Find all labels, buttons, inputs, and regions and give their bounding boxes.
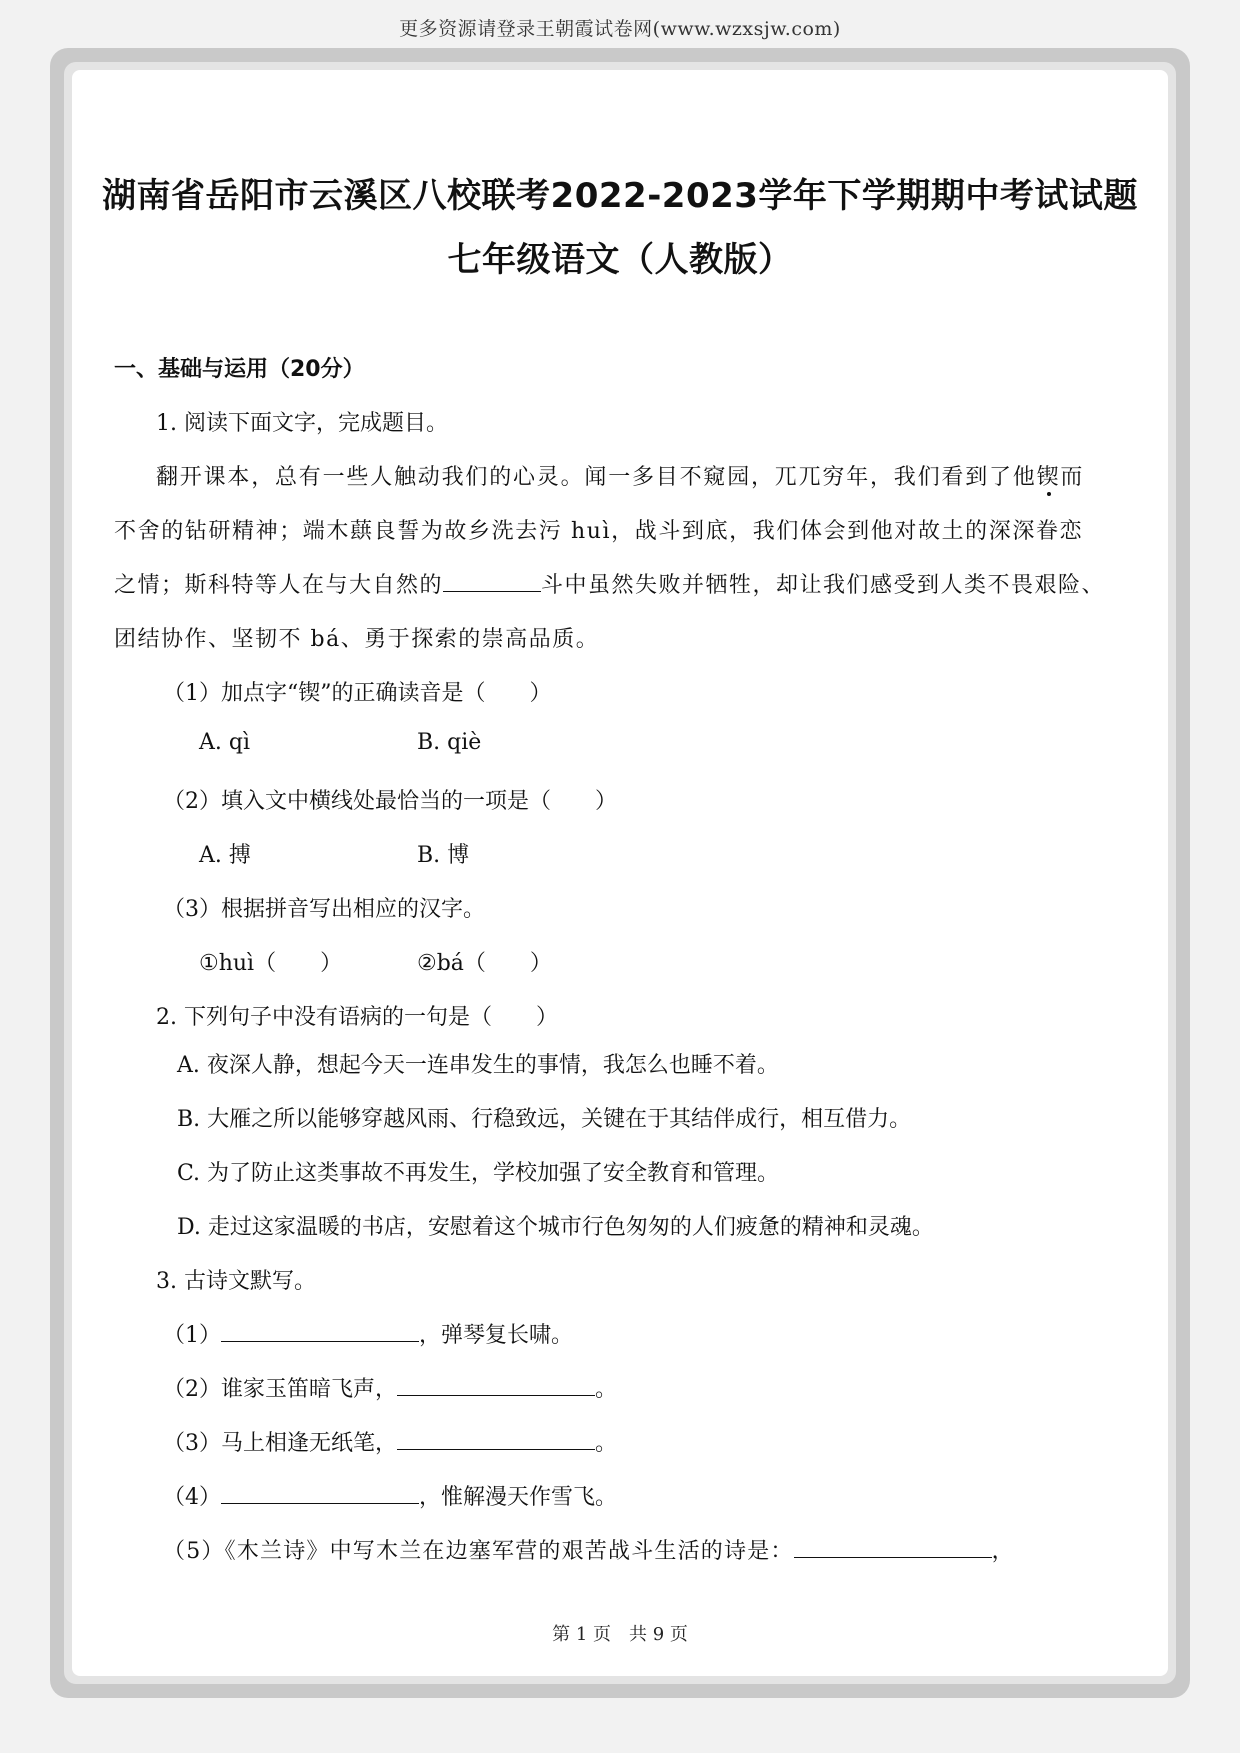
passage-blank[interactable] (443, 571, 541, 592)
answer-blank[interactable] (221, 1321, 419, 1342)
q1-sub3-item-1[interactable]: ①huì（ ） (199, 951, 343, 976)
answer-blank[interactable] (221, 1483, 419, 1504)
q1-sub2-stem: （2）填入文中横线处最恰当的一项是（ ） (163, 789, 617, 814)
q1-sub2-option-a[interactable]: A. 搏 (199, 843, 251, 868)
q2-option-a[interactable]: A. 夜深人静，想起今天一连串发生的事情，我怎么也睡不着。 (177, 1053, 779, 1078)
q1-sub2-option-b[interactable]: B. 博 (417, 843, 470, 868)
answer-blank[interactable] (794, 1537, 992, 1558)
answer-blank[interactable] (397, 1429, 595, 1450)
q2-option-b[interactable]: B. 大雁之所以能够穿越风雨、行稳致远，关键在于其结伴成行，相互借力。 (177, 1107, 912, 1132)
exam-subtitle: 七年级语文（人教版） (447, 240, 793, 280)
q2-stem: 2. 下列句子中没有语病的一句是（ ） (156, 1005, 558, 1030)
q1-sub3-item-2[interactable]: ②bá（ ） (417, 951, 552, 976)
q3-item-1: （1） ，弹琴复长啸。 (163, 1323, 574, 1348)
page-footer: 第 1 页 共 9 页 (552, 1624, 688, 1645)
q3-item-2: （2）谁家玉笛暗飞声， 。 (163, 1377, 618, 1402)
section-heading: 一、基础与运用（20分） (114, 357, 365, 382)
answer-blank[interactable] (397, 1375, 595, 1396)
q1-passage-line-1: 翻开课本，总有一些人触动我们的心灵。闻一多目不窥园，兀兀穷年，我们看到了他锲而 (156, 465, 1085, 490)
q1-sub1-option-a[interactable]: A. qì (199, 730, 250, 755)
q3-item-4: （4） ，惟解漫天作雪飞。 (163, 1485, 618, 1510)
q1-passage-line-2: 不舍的钻研精神；端木蕻良誓为故乡洗去污 huì，战斗到底，我们体会到他对故土的深深眷恋 (114, 519, 1084, 544)
q2-option-c[interactable]: C. 为了防止这类事故不再发生，学校加强了安全教育和管理。 (177, 1161, 780, 1186)
q1-passage-line-3: 之情；斯科特等人在与大自然的 斗中虽然失败并牺牲，却让我们感受到人类不畏艰险、 (114, 573, 1106, 598)
q1-passage-line-4: 团结协作、坚韧不 bá、勇于探索的崇高品质。 (114, 627, 600, 652)
q1-stem: 1. 阅读下面文字，完成题目。 (156, 411, 448, 436)
q3-item-3: （3）马上相逢无纸笔， 。 (163, 1431, 618, 1456)
dotted-char: 锲 (1036, 465, 1061, 490)
q2-option-d[interactable]: D. 走过这家温暖的书店，安慰着这个城市行色匆匆的人们疲惫的精神和灵魂。 (177, 1215, 934, 1240)
source-note: 更多资源请登录王朝霞试卷网(www.wzxsjw.com) (399, 18, 841, 40)
q1-sub3-stem: （3）根据拼音写出相应的汉字。 (163, 897, 485, 922)
q1-sub1-option-b[interactable]: B. qiè (417, 730, 482, 755)
exam-title: 湖南省岳阳市云溪区八校联考2022-2023学年下学期期中考试试题 (102, 176, 1138, 216)
q3-stem: 3. 古诗文默写。 (156, 1269, 316, 1294)
q1-sub1-stem: （1）加点字“锲”的正确读音是（ ） (163, 681, 552, 706)
q3-item-5: （5）《木兰诗》中写木兰在边塞军营的艰苦战斗生活的诗是： ， (163, 1539, 1015, 1564)
